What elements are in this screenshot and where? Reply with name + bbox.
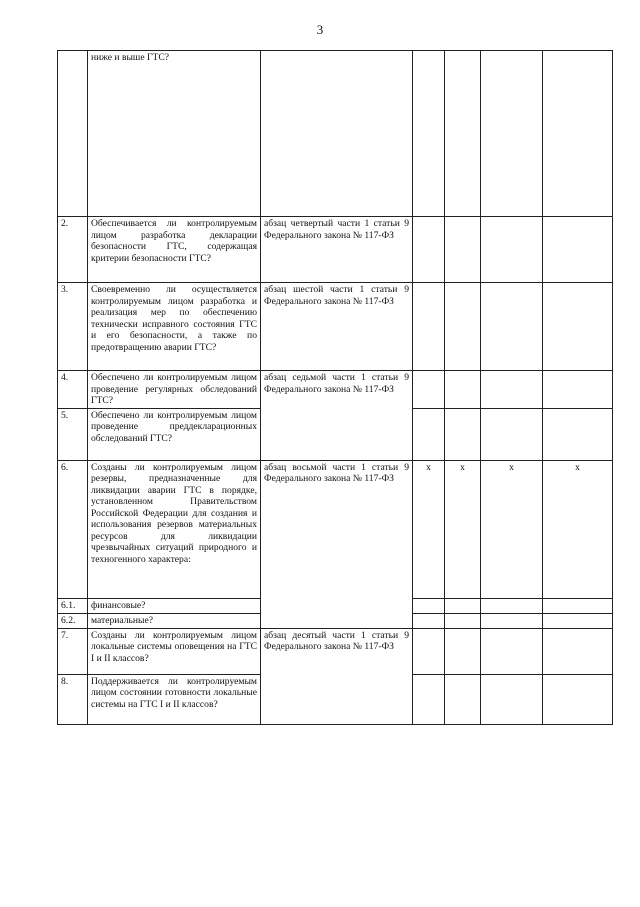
row-number: 6.2. (58, 613, 88, 628)
mark-cell (413, 613, 445, 628)
mark-cell (481, 408, 543, 460)
mark-cell: х (445, 460, 481, 598)
mark-cell (413, 217, 445, 283)
mark-cell (543, 613, 613, 628)
row-number (58, 51, 88, 217)
mark-cell (413, 628, 445, 674)
question-text: Своевременно ли осуществляется контролируемым лицом разработка и реализация мер по обеспечению технически исправного состояния ГТС и его безопасности, а также по предотвращению аварии ГТС? (88, 283, 261, 371)
mark-cell (413, 674, 445, 724)
page-number: 3 (316, 22, 324, 37)
mark-cell (543, 598, 613, 613)
row-number: 8. (58, 674, 88, 724)
mark-cell (543, 51, 613, 217)
table-row (58, 628, 613, 674)
mark-cell (413, 283, 445, 371)
row-number: 5. (58, 408, 88, 460)
mark-cell (445, 613, 481, 628)
mark-cell (543, 628, 613, 674)
mark-cell (413, 598, 445, 613)
mark-cell (543, 408, 613, 460)
mark-cell (481, 598, 543, 613)
question-text: Обеспечено ли контролируемым лицом проведение преддекларационных обследований ГТС? (88, 408, 261, 460)
row-number: 2. (58, 217, 88, 283)
mark-cell (543, 217, 613, 283)
mark-cell (481, 217, 543, 283)
legal-reference: абзац восьмой части 1 статьи 9 Федерального закона № 117-ФЗ (261, 460, 413, 628)
mark-cell (445, 628, 481, 674)
question-text: Обеспечено ли контролируемым лицом проведение регулярных обследований ГТС? (88, 371, 261, 409)
mark-cell (413, 371, 445, 409)
table-row (58, 51, 613, 217)
mark-cell (481, 613, 543, 628)
legal-reference (261, 51, 413, 217)
row-number: 4. (58, 371, 88, 409)
legal-reference: абзац седьмой части 1 статьи 9 Федерального закона № 117-ФЗ (261, 371, 413, 461)
mark-cell (481, 283, 543, 371)
mark-cell (445, 217, 481, 283)
mark-cell (481, 371, 543, 409)
mark-cell (413, 51, 445, 217)
mark-cell (413, 408, 445, 460)
mark-cell: х (413, 460, 445, 598)
row-number: 6.1. (58, 598, 88, 613)
mark-cell: х (543, 460, 613, 598)
legal-reference: абзац шестой части 1 статьи 9 Федерального закона № 117-ФЗ (261, 283, 413, 371)
table-row (58, 217, 613, 283)
question-text: финансовые? (88, 598, 261, 613)
mark-cell (445, 51, 481, 217)
mark-cell (543, 371, 613, 409)
table-row (58, 460, 613, 598)
mark-cell (481, 674, 543, 724)
question-text: ниже и выше ГТС? (88, 51, 261, 217)
mark-cell (543, 283, 613, 371)
checklist-table (57, 50, 613, 725)
mark-cell (445, 283, 481, 371)
question-text: Обеспечивается ли контролируемым лицом разработка декларации безопасности ГТС, содержащая критерии безопасности ГТС? (88, 217, 261, 283)
mark-cell (445, 674, 481, 724)
mark-cell: х (481, 460, 543, 598)
row-number: 7. (58, 628, 88, 674)
mark-cell (445, 408, 481, 460)
mark-cell (445, 598, 481, 613)
row-number: 3. (58, 283, 88, 371)
table-row (58, 283, 613, 371)
mark-cell (481, 51, 543, 217)
mark-cell (481, 628, 543, 674)
question-text: Поддерживается ли контролируемым лицом состоянии готовности локальные системы на ГТС I и II классов? (88, 674, 261, 724)
table-row (58, 371, 613, 409)
question-text: Созданы ли контролируемым лицом резервы, предназначенные для ликвидации аварии ГТС в порядке, установленном Правительством Российской Федерации для создания и использования резервов материальных ресурсов для ликвидации чрезвычайных ситуаций природного и техногенного характера: (88, 460, 261, 598)
mark-cell (543, 674, 613, 724)
question-text: материальные? (88, 613, 261, 628)
legal-reference: абзац десятый части 1 статьи 9 Федерального закона № 117-ФЗ (261, 628, 413, 724)
question-text: Созданы ли контролируемым лицом локальные системы оповещения на ГТС I и II классов? (88, 628, 261, 674)
legal-reference: абзац четвертый части 1 статьи 9 Федерального закона № 117-ФЗ (261, 217, 413, 283)
mark-cell (445, 371, 481, 409)
row-number: 6. (58, 460, 88, 598)
